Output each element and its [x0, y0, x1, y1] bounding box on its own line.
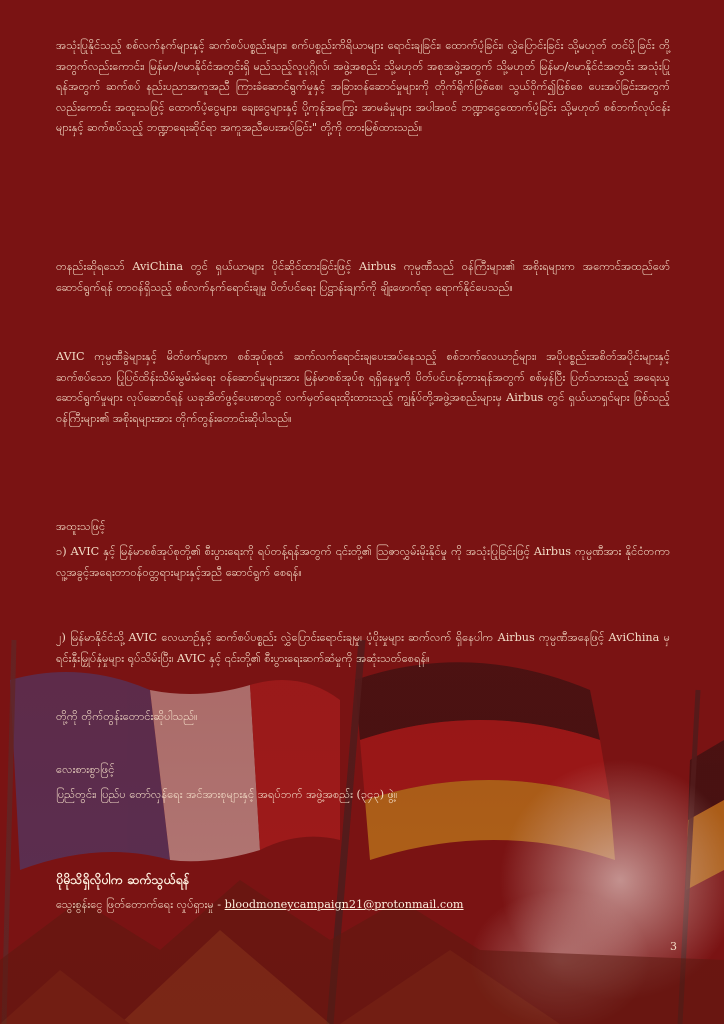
signed-label: လေးစားစွာဖြင့် — [56, 763, 115, 776]
intro-particularly: အထူးသဖြင့် — [56, 520, 106, 533]
page-number: 3 — [670, 940, 677, 953]
contact-heading: ပိုမိုသိရှိလိုပါက ဆက်သွယ်ရန် — [56, 872, 190, 887]
contact-label: သွေးစွန်းငွေ ဖြတ်တောက်ရေး လှုပ်ရှားမှု - — [56, 898, 225, 911]
demand-item-2: ၂) မြန်မာနိုင်ငံသို့ AVIC လေယာဉ်နှင့် ဆက်စပ်ပစ္စည်း လွှဲပြောင်းရောင်းချမှု၊ ပံ့ပိုးမှုများ ဆက်လက် ရှိနေပါက Airbus ကုမ္ပဏီအနေဖြင့် AviChina မှ ရင်းနှီးမြှုပ်နှံမှုများ ရုပ်သိမ်းပြီး၊ AVIC နှင့် ၎င်းတို့၏ စီးပွားရေးဆက်ဆံမှုကို အဆုံးသတ်စေရန်။ — [56, 631, 670, 665]
paragraph-appeal: AVIC ကုမ္ပဏီခွဲများနှင့် မိတ်ဖက်များက စစ်အုပ်စုထံ ဆက်လက်ရောင်းချပေးအပ်နေသည့် စစ်ဘက်လေယာဉ်များ၊ အပိုပစ္စည်းအစိတ်အပိုင်းများနှင့် ဆက်စပ်သော ပြုပြင်ထိန်းသိမ်းမွမ်းမံရေး ဝန်ဆောင်မှုများအား မြန်မာစစ်အုပ်စု ရရှိနေမှုကို ပိတ်ပင်ဟန့်တားရန်အတွက် စစ်မှန်ပြီး ပြတ်သားသည့် အရေးယူဆောင်ရွက်မှုများ လုပ်ဆောင်ရန် ယခုအိတ်ဖွင့်ပေးစာတွင် လက်မှတ်ရေးထိုးထားသည့် ကျွန်ုပ်တို့အဖွဲ့အစည်းများမှ Airbus တွင် ရှယ်ယာရှင်များ ဖြစ်သည့် ဝန်ကြီးများ၏ အစိုးရများအား တိုက်တွန်းတောင်းဆိုပါသည်။ — [56, 350, 670, 425]
contact-line — [56, 898, 670, 914]
paragraph-airbus-avichina: တနည်းဆိုရသော် AviChina တွင် ရှယ်ယာများ ပိုင်ဆိုင်ထားခြင်းဖြင့် Airbus ကုမ္ပဏီသည် ဝန်ကြီးများ၏ အစိုးရများက အကောင်အထည်ဖော်ဆောင်ရွက်ရန် တာဝန်ရှိသည့် စစ်လက်နက်ရောင်းချမှု ပိတ်ပင်ရေး ပြဋ္ဌာန်းချက်ကို ချိုးဖောက်ရာ ရောက်နိုင်ပေသည်။ — [56, 260, 670, 294]
signatories: ပြည်တွင်း၊ ပြည်ပ တော်လှန်ရေး အင်အားစုများနှင့် အရပ်ဘက် အဖွဲ့အစည်း (၃၄၃) ဖွဲ့။ — [56, 788, 398, 801]
contact-email-link[interactable]: bloodmoneycampaign21@protonmail.com — [224, 898, 464, 911]
closing-line: တို့ကို တိုက်တွန်းတောင်းဆိုပါသည်။ — [56, 710, 198, 723]
paragraph-prohibitions: အသုံးပြုနိုင်သည့် စစ်လက်နက်များနှင့် ဆက်စပ်ပစ္စည်းများ၊ စက်ပစ္စည်းကိရိယာများ ရောင်းချခြင်း၊ ထောက်ပံ့ခြင်း၊ လွှဲပြောင်းခြင်း သို့မဟုတ် တင်ပို့ခြင်း တို့အတွက်လည်းကောင်း၊ မြန်မာ/ဗမာနိုင်ငံအတွင်းရှိ မည်သည့်လူပုဂ္ဂိုလ်၊ အဖွဲ့အစည်း သို့မဟုတ် အစုအဖွဲ့အတွက် သို့မဟုတ် မြန်မာ/ဗမာနိုင်ငံအတွင်း အသုံးပြုရန်အတွက် ဆက်စပ် နည်းပညာအကူအညီ ကြားခံဆောင်ရွက်မှုနှင့် အခြားဝန်ဆောင်မှုများကို တိုက်ရိုက်ဖြစ်စေ၊ သွယ်ဝိုက်၍ဖြစ်စေ ပေးအပ်ခြင်းအတွက်လည်းကောင်း အထူးသဖြင့် ထောက်ပံ့ငွေများ၊ ချေးငွေများနှင့် ပို့ကုန်အကြွေး အာမခံမှုများ အပါအဝင် ဘဏ္ဍာငွေထောက်ပံ့ခြင်း သို့မဟုတ် စစ်ဘက်လုပ်ငန်းများနှင့် ဆက်စပ်သည့် ဘဏ္ဍာရေးဆိုင်ရာ အကူအညီပေးအပ်ခြင်း" တို့ကို တားမြစ်ထားသည်။ — [56, 39, 670, 135]
demand-item-1: ၁) AVIC နှင့် မြန်မာစစ်အုပ်စုတို့၏ စီးပွားရေးကို ရပ်တန့်ရန်အတွက် ၎င်းတို့၏ ဩဇာလွှမ်းမိုးနိုင်မှု ကို အသုံးပြုခြင်းဖြင့် Airbus ကုမ္ပဏီအား နိုင်ငံတကာ လူ့အခွင့်အရေးတာဝန်ဝတ္တရားများနှင့်အညီ ဆောင်ရွက် စေရန်။ — [56, 545, 670, 579]
